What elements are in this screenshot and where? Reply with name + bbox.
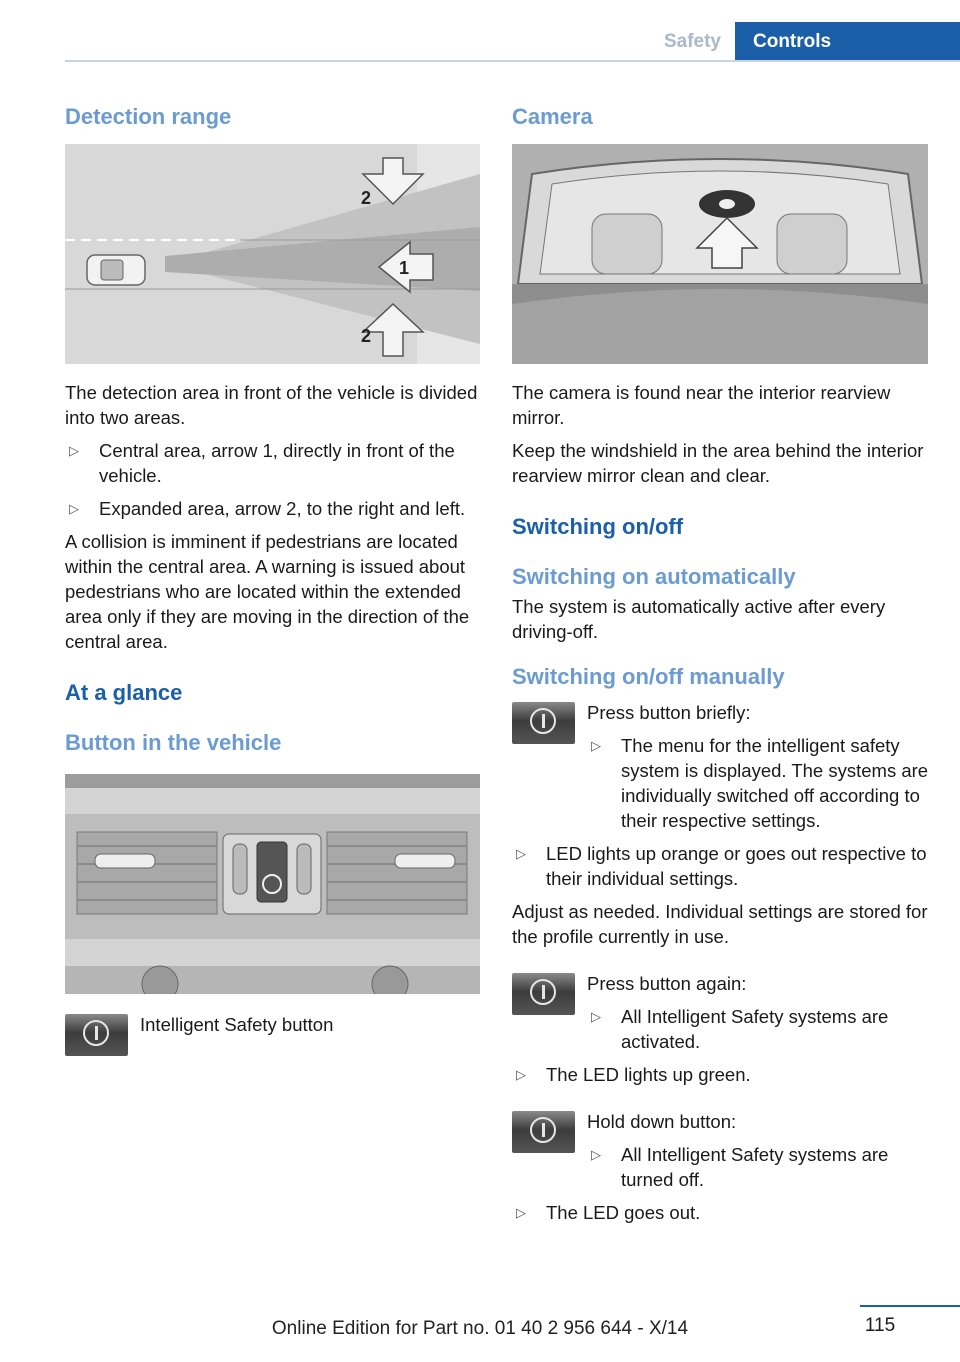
intelligent-safety-button-icon <box>65 1014 128 1056</box>
bullet-triangle-icon: ▷ <box>591 738 601 753</box>
left-column <box>65 100 480 1057</box>
footer-rule <box>860 1305 960 1307</box>
press-again-text: Press button again: <box>587 973 747 994</box>
button-in-vehicle-heading: Button in the vehicle <box>65 730 282 755</box>
camera-figure <box>512 144 928 364</box>
intelligent-safety-button-icon <box>512 1111 575 1153</box>
header-rule <box>65 60 960 62</box>
camera-text-2: Keep the windshield in the area behind the interior rearview mirror clean and clear. <box>512 440 924 486</box>
arrow-label-bottom: 2 <box>361 326 372 346</box>
switching-heading: Switching on/off <box>512 514 684 539</box>
intelligent-safety-button-icon <box>512 702 575 744</box>
detection-range-figure <box>65 144 480 364</box>
bullet-triangle-icon: ▷ <box>591 1009 601 1024</box>
list-item <box>512 841 932 891</box>
camera-text-1: The camera is found near the interior rearview mirror. <box>512 382 891 428</box>
bullet-text: LED lights up orange or goes out respective to their individual settings. <box>546 843 927 889</box>
list-item <box>65 438 480 488</box>
windshield-camera-illustration <box>512 144 928 364</box>
press-briefly-text: Press button briefly: <box>587 702 751 723</box>
bullet-triangle-icon: ▷ <box>591 1147 601 1162</box>
list-item <box>512 1062 932 1087</box>
press-briefly-row <box>512 700 932 833</box>
auto-text: The system is automatically active after every driving-off. <box>512 596 886 642</box>
right-column <box>512 100 932 1225</box>
hold-down-text: Hold down button: <box>587 1111 737 1132</box>
collision-text: A collision is imminent if pedestrians are located within the central area. A warning is issued about pedestrians who are located within the extended area only if they are moving in the direction of the central area. <box>65 531 470 652</box>
list-item <box>512 1200 932 1225</box>
bullet-triangle-icon: ▷ <box>516 1205 526 1220</box>
list-item <box>587 1142 932 1192</box>
detection-range-heading: Detection range <box>65 104 232 129</box>
list-item <box>65 496 480 521</box>
bullet-text: The LED goes out. <box>546 1202 701 1223</box>
at-a-glance-heading: At a glance <box>65 680 183 705</box>
bullet-triangle-icon: ▷ <box>516 1067 526 1082</box>
bullet-text: All Intelligent Safety systems are activated. <box>621 1006 889 1052</box>
intelligent-safety-button-icon <box>512 973 575 1015</box>
arrow-label-middle: 1 <box>399 258 410 278</box>
edition-footer: Online Edition for Part no. 01 40 2 956 644 - X/14 <box>271 1318 689 1339</box>
switching-auto-heading: Switching on automatically <box>512 564 796 589</box>
switching-manual-heading: Switching on/off manually <box>512 664 785 689</box>
bullet-triangle-icon: ▷ <box>69 501 79 516</box>
page-number: 115 <box>864 1315 896 1336</box>
tab-safety[interactable]: Safety <box>663 31 721 52</box>
detection-text: The detection area in front of the vehicle is divided into two areas. <box>65 382 478 428</box>
bullet-text: Central area, arrow 1, directly in front of the vehicle. <box>99 440 455 486</box>
arrow-label-top: 2 <box>361 188 372 208</box>
bullet-text: The LED lights up green. <box>546 1064 751 1085</box>
bullet-triangle-icon: ▷ <box>69 443 79 458</box>
page-header <box>0 0 960 62</box>
camera-heading: Camera <box>512 104 593 129</box>
detection-range-diagram <box>65 144 480 364</box>
intelligent-safety-button-row <box>65 1012 480 1057</box>
bullet-text: Expanded area, arrow 2, to the right and left. <box>99 498 466 519</box>
adjust-text: Adjust as needed. Individual settings are stored for the profile currently in use. <box>512 901 928 947</box>
dashboard-vents-illustration <box>65 774 480 994</box>
press-again-row <box>512 971 932 1054</box>
tab-controls[interactable]: Controls <box>735 22 960 62</box>
bullet-text: The menu for the intelligent safety system is displayed. The systems are individually switched off according to their respective settings. <box>621 735 929 831</box>
bullet-triangle-icon: ▷ <box>516 846 526 861</box>
button-in-vehicle-figure <box>65 774 480 994</box>
hold-down-row <box>512 1109 932 1192</box>
list-item <box>587 733 932 833</box>
list-item <box>587 1004 932 1054</box>
button-caption: Intelligent Safety button <box>140 1014 334 1035</box>
bullet-text: All Intelligent Safety systems are turned off. <box>621 1144 889 1190</box>
